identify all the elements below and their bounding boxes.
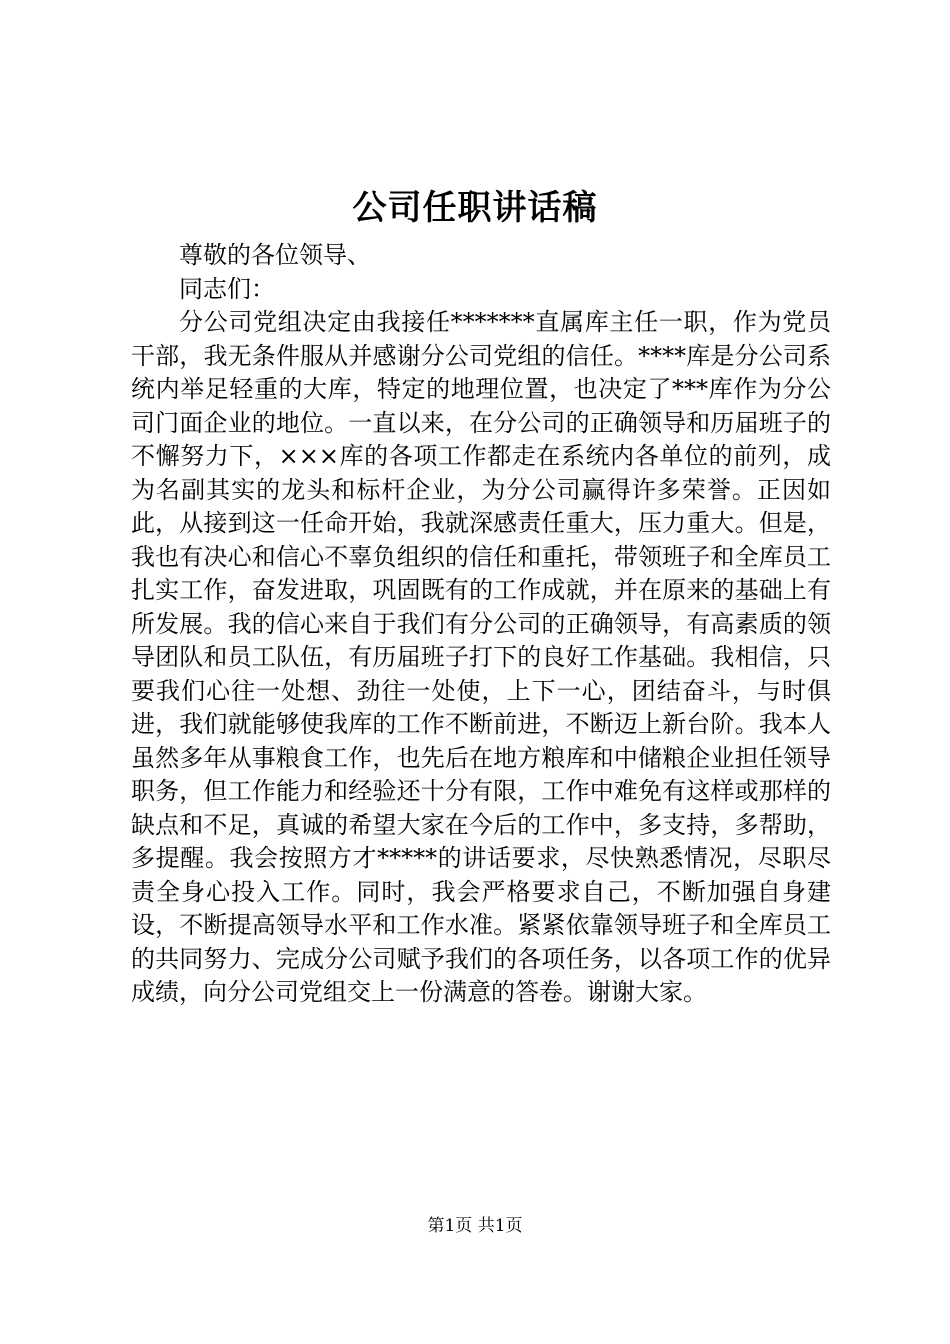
- salutation-line-2: 同志们：: [179, 274, 275, 303]
- page-number-footer: 第1页 共1页: [427, 1216, 523, 1236]
- document-body: [131, 239, 831, 1010]
- speech-paragraph: 分公司党组决定由我接任*******直属库主任一职，作为党员干部，我无条件服从并感谢分公司党组的信任。****库是分公司系统内举足轻重的大库，特定的地理位置，也决定了***库作为分公司门面企业的地位。一直以来，在分公司的正确领导和历届班子的不懈努力下，×××库的各项工作都走在系统内各单位的前列，成为名副其实的龙头和标杆企业，为分公司赢得许多荣誉。正因如此，从接到这一任命开始，我就深感责任重大，压力重大。但是，我也有决心和信心不辜负组织的信任和重托，带领班子和全库员工扎实工作，奋发进取，巩固既有的工作成就，并在原来的基础上有所发展。我的信心来自于我们有分公司的正确领导，有高素质的领导团队和员工队伍，有历届班子打下的良好工作基础。我相信，只要我们心往一处想、劲往一处使，上下一心，团结奋斗，与时俱进，我们就能够使我库的工作不断前进，不断迈上新台阶。我本人虽然多年从事粮食工作，也先后在地方粮库和中储粮企业担任领导职务，但工作能力和经验还十分有限，工作中难免有这样或那样的缺点和不足，真诚的希望大家在今后的工作中，多支持，多帮助，多提醒。我会按照方才*****的讲话要求，尽快熟悉情况，尽职尽责全身心投入工作。同时，我会严格要求自己，不断加强自身建设，不断提高领导水平和工作水准。紧紧依靠领导班子和全库员工的共同努力、完成分公司赋予我们的各项任务，以各项工作的优异成绩，向分公司党组交上一份满意的答卷。谢谢大家。: [131, 308, 831, 1006]
- document-title: 公司任职讲话稿: [352, 188, 598, 228]
- salutation-line-1: 尊敬的各位领导、: [179, 241, 371, 269]
